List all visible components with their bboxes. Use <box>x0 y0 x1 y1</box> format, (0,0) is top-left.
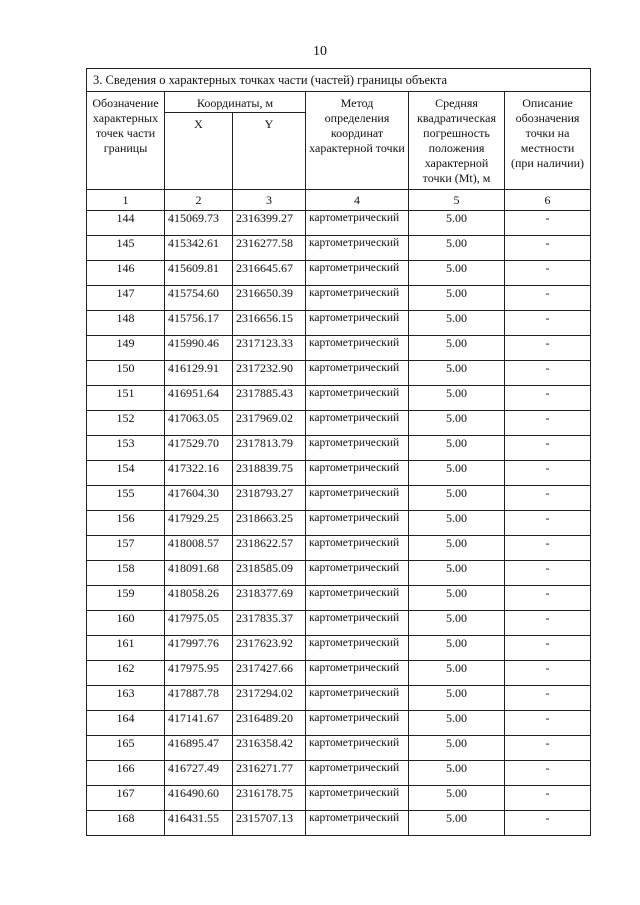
table-row <box>87 661 591 686</box>
coord-y-cell: 2316650.39 <box>233 286 306 311</box>
table-row <box>87 811 591 836</box>
point-id-cell: 153 <box>87 436 165 461</box>
method-cell: картометрический <box>306 336 409 361</box>
method-cell: картометрический <box>306 786 409 811</box>
method-cell: картометрический <box>306 236 409 261</box>
coord-y-cell: 2316656.15 <box>233 311 306 336</box>
column-number: 6 <box>505 190 591 211</box>
method-cell: картометрический <box>306 411 409 436</box>
column-number: 5 <box>409 190 505 211</box>
table-row <box>87 786 591 811</box>
description-cell: - <box>505 586 591 611</box>
coord-x-cell: 416895.47 <box>165 736 233 761</box>
coord-y-cell: 2318663.25 <box>233 511 306 536</box>
mt-cell: 5.00 <box>409 811 505 836</box>
mt-cell: 5.00 <box>409 411 505 436</box>
mt-cell: 5.00 <box>409 361 505 386</box>
coord-x-cell: 415756.17 <box>165 311 233 336</box>
coord-x-cell: 415609.81 <box>165 261 233 286</box>
point-id-cell: 148 <box>87 311 165 336</box>
header-mt: Средняя квадратическая погрешность положения характерной точки (Mt), м <box>409 92 505 190</box>
mt-cell: 5.00 <box>409 261 505 286</box>
coord-y-cell: 2318622.57 <box>233 536 306 561</box>
mt-cell: 5.00 <box>409 636 505 661</box>
point-id-cell: 155 <box>87 486 165 511</box>
description-cell: - <box>505 661 591 686</box>
table-row <box>87 261 591 286</box>
column-number: 3 <box>233 190 306 211</box>
mt-cell: 5.00 <box>409 786 505 811</box>
method-cell: картометрический <box>306 686 409 711</box>
coord-x-cell: 416431.55 <box>165 811 233 836</box>
description-cell: - <box>505 736 591 761</box>
point-id-cell: 144 <box>87 211 165 236</box>
page-number: 10 <box>313 44 327 59</box>
coord-y-cell: 2315707.13 <box>233 811 306 836</box>
point-id-cell: 163 <box>87 686 165 711</box>
coord-x-cell: 418008.57 <box>165 536 233 561</box>
mt-cell: 5.00 <box>409 661 505 686</box>
method-cell: картометрический <box>306 761 409 786</box>
coord-y-cell: 2318377.69 <box>233 586 306 611</box>
section-title: 3. Сведения о характерных точках части (частей) границы объекта <box>87 69 591 92</box>
mt-cell: 5.00 <box>409 711 505 736</box>
table-row <box>87 361 591 386</box>
point-id-cell: 166 <box>87 761 165 786</box>
description-cell: - <box>505 411 591 436</box>
table-row <box>87 486 591 511</box>
coord-x-cell: 417604.30 <box>165 486 233 511</box>
coord-x-cell: 417929.25 <box>165 511 233 536</box>
coord-x-cell: 417975.95 <box>165 661 233 686</box>
coord-x-cell: 417975.05 <box>165 611 233 636</box>
description-cell: - <box>505 636 591 661</box>
coord-x-cell: 416951.64 <box>165 386 233 411</box>
method-cell: картометрический <box>306 486 409 511</box>
coord-x-cell: 416129.91 <box>165 361 233 386</box>
method-cell: картометрический <box>306 586 409 611</box>
header-x: X <box>165 113 233 190</box>
point-id-cell: 156 <box>87 511 165 536</box>
coord-y-cell: 2316271.77 <box>233 761 306 786</box>
description-cell: - <box>505 486 591 511</box>
coord-x-cell: 417141.67 <box>165 711 233 736</box>
header-row <box>87 92 591 113</box>
description-cell: - <box>505 711 591 736</box>
column-numbers-row <box>87 190 591 211</box>
point-id-cell: 149 <box>87 336 165 361</box>
coord-y-cell: 2316178.75 <box>233 786 306 811</box>
method-cell: картометрический <box>306 386 409 411</box>
method-cell: картометрический <box>306 311 409 336</box>
coord-x-cell: 418091.68 <box>165 561 233 586</box>
description-cell: - <box>505 461 591 486</box>
table-row <box>87 461 591 486</box>
coord-y-cell: 2317123.33 <box>233 336 306 361</box>
coord-x-cell: 417529.70 <box>165 436 233 461</box>
point-id-cell: 146 <box>87 261 165 286</box>
table-row <box>87 611 591 636</box>
point-id-cell: 147 <box>87 286 165 311</box>
description-cell: - <box>505 811 591 836</box>
mt-cell: 5.00 <box>409 686 505 711</box>
description-cell: - <box>505 336 591 361</box>
coord-y-cell: 2316358.42 <box>233 736 306 761</box>
description-cell: - <box>505 761 591 786</box>
mt-cell: 5.00 <box>409 336 505 361</box>
characteristic-points-table <box>86 68 591 836</box>
point-id-cell: 168 <box>87 811 165 836</box>
table-row <box>87 436 591 461</box>
coord-y-cell: 2317232.90 <box>233 361 306 386</box>
method-cell: картометрический <box>306 361 409 386</box>
mt-cell: 5.00 <box>409 286 505 311</box>
coord-y-cell: 2317623.92 <box>233 636 306 661</box>
header-y: Y <box>233 113 306 190</box>
method-cell: картометрический <box>306 536 409 561</box>
table-row <box>87 286 591 311</box>
method-cell: картометрический <box>306 711 409 736</box>
table-row <box>87 236 591 261</box>
description-cell: - <box>505 361 591 386</box>
table-body <box>87 211 591 836</box>
coord-x-cell: 417997.76 <box>165 636 233 661</box>
point-id-cell: 164 <box>87 711 165 736</box>
table-row <box>87 211 591 236</box>
coord-y-cell: 2318793.27 <box>233 486 306 511</box>
column-number: 2 <box>165 190 233 211</box>
point-id-cell: 154 <box>87 461 165 486</box>
method-cell: картометрический <box>306 811 409 836</box>
method-cell: картометрический <box>306 636 409 661</box>
point-id-cell: 150 <box>87 361 165 386</box>
mt-cell: 5.00 <box>409 211 505 236</box>
coord-y-cell: 2316277.58 <box>233 236 306 261</box>
mt-cell: 5.00 <box>409 386 505 411</box>
method-cell: картометрический <box>306 461 409 486</box>
coord-x-cell: 418058.26 <box>165 586 233 611</box>
table-row <box>87 536 591 561</box>
method-cell: картометрический <box>306 561 409 586</box>
header-desc: Описание обозначения точки на местности (при наличии) <box>505 92 591 190</box>
coord-y-cell: 2317885.43 <box>233 386 306 411</box>
coord-x-cell: 416490.60 <box>165 786 233 811</box>
method-cell: картометрический <box>306 286 409 311</box>
coord-x-cell: 415069.73 <box>165 211 233 236</box>
description-cell: - <box>505 211 591 236</box>
coord-y-cell: 2316399.27 <box>233 211 306 236</box>
point-id-cell: 151 <box>87 386 165 411</box>
mt-cell: 5.00 <box>409 586 505 611</box>
method-cell: картометрический <box>306 736 409 761</box>
mt-cell: 5.00 <box>409 561 505 586</box>
coord-x-cell: 415754.60 <box>165 286 233 311</box>
point-id-cell: 158 <box>87 561 165 586</box>
column-number: 4 <box>306 190 409 211</box>
description-cell: - <box>505 436 591 461</box>
header-point: Обозначение характерных точек части границы <box>87 92 165 190</box>
coord-x-cell: 416727.49 <box>165 761 233 786</box>
table-row <box>87 636 591 661</box>
mt-cell: 5.00 <box>409 736 505 761</box>
mt-cell: 5.00 <box>409 511 505 536</box>
coord-x-cell: 415990.46 <box>165 336 233 361</box>
table-row <box>87 411 591 436</box>
point-id-cell: 159 <box>87 586 165 611</box>
method-cell: картометрический <box>306 511 409 536</box>
header-method: Метод определения координат характерной точки <box>306 92 409 190</box>
method-cell: картометрический <box>306 436 409 461</box>
coord-y-cell: 2317813.79 <box>233 436 306 461</box>
coord-y-cell: 2317969.02 <box>233 411 306 436</box>
mt-cell: 5.00 <box>409 486 505 511</box>
point-id-cell: 167 <box>87 786 165 811</box>
mt-cell: 5.00 <box>409 611 505 636</box>
point-id-cell: 152 <box>87 411 165 436</box>
table-row <box>87 561 591 586</box>
mt-cell: 5.00 <box>409 311 505 336</box>
description-cell: - <box>505 236 591 261</box>
description-cell: - <box>505 386 591 411</box>
table-row <box>87 386 591 411</box>
table-row <box>87 761 591 786</box>
point-id-cell: 157 <box>87 536 165 561</box>
header-coords: Координаты, м <box>165 92 306 113</box>
point-id-cell: 160 <box>87 611 165 636</box>
mt-cell: 5.00 <box>409 761 505 786</box>
coord-x-cell: 417322.16 <box>165 461 233 486</box>
method-cell: картометрический <box>306 661 409 686</box>
point-id-cell: 165 <box>87 736 165 761</box>
point-id-cell: 162 <box>87 661 165 686</box>
description-cell: - <box>505 536 591 561</box>
coord-y-cell: 2316645.67 <box>233 261 306 286</box>
method-cell: картометрический <box>306 611 409 636</box>
coord-y-cell: 2318839.75 <box>233 461 306 486</box>
description-cell: - <box>505 286 591 311</box>
column-number: 1 <box>87 190 165 211</box>
point-id-cell: 161 <box>87 636 165 661</box>
coord-y-cell: 2317835.37 <box>233 611 306 636</box>
description-cell: - <box>505 611 591 636</box>
method-cell: картометрический <box>306 261 409 286</box>
table-row <box>87 586 591 611</box>
mt-cell: 5.00 <box>409 436 505 461</box>
table-row <box>87 711 591 736</box>
description-cell: - <box>505 511 591 536</box>
description-cell: - <box>505 786 591 811</box>
description-cell: - <box>505 561 591 586</box>
coord-x-cell: 417887.78 <box>165 686 233 711</box>
mt-cell: 5.00 <box>409 236 505 261</box>
point-id-cell: 145 <box>87 236 165 261</box>
description-cell: - <box>505 261 591 286</box>
description-cell: - <box>505 311 591 336</box>
coord-y-cell: 2317427.66 <box>233 661 306 686</box>
coord-y-cell: 2317294.02 <box>233 686 306 711</box>
table-row <box>87 336 591 361</box>
mt-cell: 5.00 <box>409 536 505 561</box>
section-title-row <box>87 69 591 92</box>
coord-y-cell: 2316489.20 <box>233 711 306 736</box>
coord-x-cell: 415342.61 <box>165 236 233 261</box>
method-cell: картометрический <box>306 211 409 236</box>
table-row <box>87 736 591 761</box>
mt-cell: 5.00 <box>409 461 505 486</box>
coord-y-cell: 2318585.09 <box>233 561 306 586</box>
description-cell: - <box>505 686 591 711</box>
table-row <box>87 511 591 536</box>
table-row <box>87 686 591 711</box>
coord-x-cell: 417063.05 <box>165 411 233 436</box>
table-row <box>87 311 591 336</box>
